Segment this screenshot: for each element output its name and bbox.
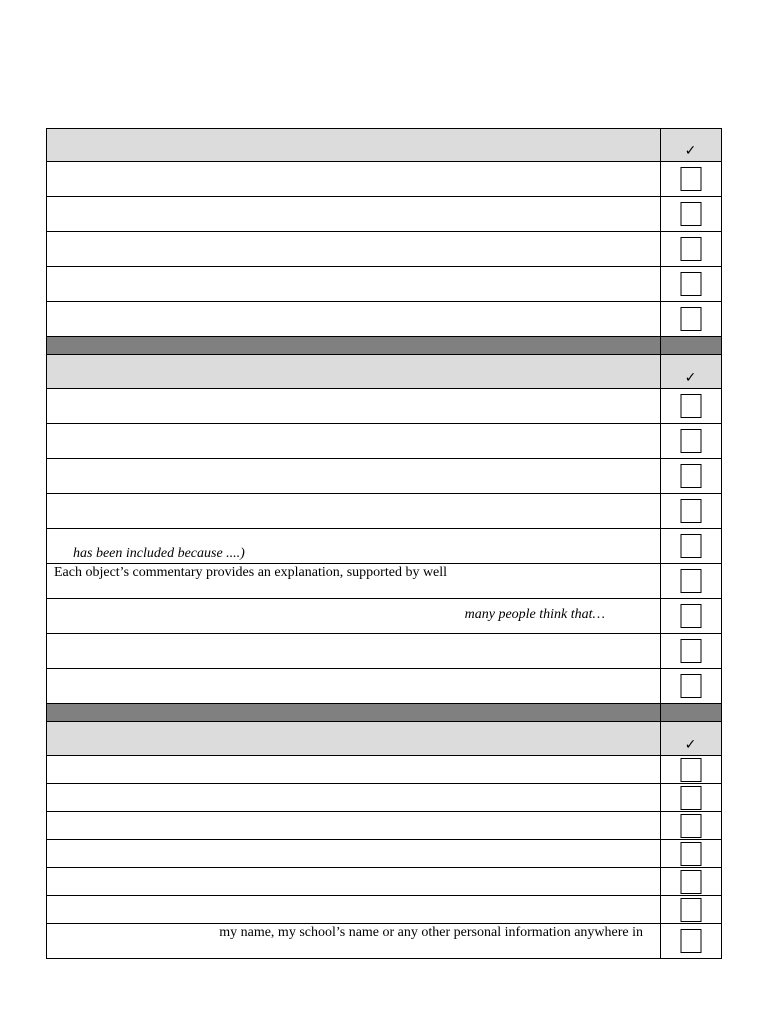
checkbox[interactable]	[680, 814, 701, 838]
checklist-row	[46, 756, 722, 784]
checkbox-cell	[660, 232, 721, 266]
checkbox[interactable]	[680, 786, 701, 810]
criterion-cell	[47, 529, 661, 563]
criterion-cell	[47, 564, 661, 598]
checklist-row	[46, 232, 722, 267]
checklist-row	[46, 197, 722, 232]
section-divider	[46, 704, 722, 722]
checkbox[interactable]	[680, 604, 701, 628]
checklist-row	[46, 812, 722, 840]
criterion-text: has been included because ....)	[73, 546, 245, 561]
section-header-title-cell	[47, 722, 661, 755]
criterion-cell	[47, 459, 661, 493]
section-divider	[46, 337, 722, 355]
section-header-row	[46, 722, 722, 756]
checklist-row	[46, 669, 722, 704]
checkbox[interactable]	[680, 898, 701, 922]
checkbox[interactable]	[680, 870, 701, 894]
checklist-row	[46, 459, 722, 494]
checkbox-cell	[660, 868, 721, 895]
checkbox-cell	[660, 494, 721, 528]
checkbox[interactable]	[680, 842, 701, 866]
checkbox[interactable]	[680, 237, 701, 261]
checklist-row	[46, 564, 722, 599]
checkbox[interactable]	[680, 534, 701, 558]
checklist-row	[46, 840, 722, 868]
checkbox[interactable]	[680, 307, 701, 331]
divider-right	[660, 704, 721, 721]
checklist-row	[46, 529, 722, 564]
criterion-cell	[47, 812, 661, 839]
checkbox[interactable]	[680, 639, 701, 663]
section-header-row	[46, 355, 722, 389]
checkbox-cell	[660, 459, 721, 493]
checkbox[interactable]	[680, 569, 701, 593]
section-header-title-cell	[47, 355, 661, 388]
checkbox-cell	[660, 564, 721, 598]
checkbox-cell	[660, 529, 721, 563]
checklist-row	[46, 868, 722, 896]
checklist-row	[46, 784, 722, 812]
check-mark-icon: ✓	[684, 737, 697, 753]
section-header-title-cell	[47, 129, 661, 161]
checkbox-cell	[660, 302, 721, 336]
criterion-text: Each object’s commentary provides an explanation, supported by well	[54, 565, 448, 580]
divider-left	[47, 337, 661, 354]
checkbox-cell	[660, 267, 721, 301]
checklist-row	[46, 267, 722, 302]
divider-right	[660, 337, 721, 354]
checkbox-cell	[660, 424, 721, 458]
checklist-row	[46, 599, 722, 634]
checklist-row	[46, 634, 722, 669]
criterion-cell	[47, 494, 661, 528]
checkbox[interactable]	[680, 394, 701, 418]
checkbox[interactable]	[680, 499, 701, 523]
section-header-check-cell	[660, 722, 721, 755]
criterion-text: many people think that…	[464, 607, 605, 622]
checklist-row	[46, 424, 722, 459]
checkbox[interactable]	[680, 674, 701, 698]
criterion-cell	[47, 669, 661, 703]
checkbox-cell	[660, 756, 721, 783]
checkbox[interactable]	[680, 429, 701, 453]
criterion-cell	[47, 634, 661, 668]
checklist-row	[46, 924, 722, 959]
checkbox[interactable]	[680, 202, 701, 226]
checklist-row	[46, 162, 722, 197]
criterion-cell	[47, 162, 661, 196]
checklist-row	[46, 494, 722, 529]
criterion-cell	[47, 924, 661, 958]
criterion-cell	[47, 868, 661, 895]
checkbox-cell	[660, 162, 721, 196]
criterion-cell	[47, 267, 661, 301]
criterion-cell	[47, 197, 661, 231]
criterion-cell	[47, 896, 661, 923]
section-header-check-cell	[660, 355, 721, 388]
check-mark-icon: ✓	[684, 143, 697, 159]
checkbox[interactable]	[680, 167, 701, 191]
checklist-row	[46, 389, 722, 424]
criterion-cell	[47, 840, 661, 867]
checkbox-cell	[660, 896, 721, 923]
section-header-row	[46, 128, 722, 162]
checklist-row	[46, 896, 722, 924]
checkbox-cell	[660, 669, 721, 703]
criterion-cell	[47, 302, 661, 336]
criterion-cell	[47, 232, 661, 266]
section-header-check-cell	[660, 129, 721, 161]
checkbox[interactable]	[680, 272, 701, 296]
checkbox-cell	[660, 197, 721, 231]
checklist-row	[46, 302, 722, 337]
checkbox-cell	[660, 784, 721, 811]
criterion-cell	[47, 756, 661, 783]
checkbox-cell	[660, 924, 721, 958]
divider-left	[47, 704, 661, 721]
check-mark-icon: ✓	[684, 370, 697, 386]
criterion-cell	[47, 424, 661, 458]
checkbox[interactable]	[680, 929, 701, 953]
criterion-cell	[47, 389, 661, 423]
checkbox-cell	[660, 634, 721, 668]
criterion-cell	[47, 784, 661, 811]
checkbox-cell	[660, 812, 721, 839]
criterion-cell	[47, 599, 661, 633]
checkbox[interactable]	[680, 464, 701, 488]
checkbox[interactable]	[680, 758, 701, 782]
checkbox-cell	[660, 840, 721, 867]
checkbox-cell	[660, 599, 721, 633]
criterion-text: my name, my school’s name or any other personal information anywhere in	[219, 925, 643, 940]
checkbox-cell	[660, 389, 721, 423]
